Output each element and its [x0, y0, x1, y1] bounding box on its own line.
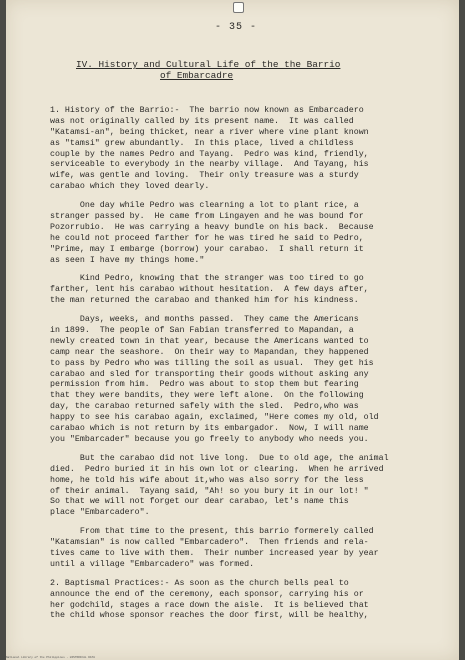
text-line: permission from him. Pedro was about to stop them but fearing — [50, 380, 359, 390]
text-line: you "Embarcader" because you go freely to anybody who needs you. — [50, 434, 369, 444]
paragraph-gap — [50, 446, 448, 454]
paragraph-gap — [50, 571, 448, 579]
paragraph-gap — [50, 307, 448, 315]
text-line: "Katamsian" is now called "Embarcadero". Then friends and rela- — [50, 538, 369, 548]
text-line: of their animal. Tayang said, "Ah! so you bury it in our lot! " — [50, 486, 369, 496]
text-line: happy to see his carabao again, exclaimed, "Here comes my old, old — [50, 413, 379, 423]
heading-line-1: IV. History and Cultural Life of the the Barrio — [76, 59, 341, 70]
text-line: Pozorrubio. He was carrying a heavy bundle on his back. Because — [50, 222, 374, 232]
text-line: tives came to live with them. Their number increased year by year — [50, 548, 379, 558]
text-line: in 1899. The people of San Fabian transferred to Mapandan, a — [50, 326, 354, 336]
document-page — [6, 0, 459, 660]
text-line: 1. History of the Barrio:- The barrio now known as Embarcadero — [50, 106, 364, 115]
paragraph — [50, 315, 448, 446]
text-line: announce the end of the ceremony, each sponsor, carrying his or — [50, 589, 364, 599]
paragraph — [50, 454, 448, 519]
text-line: until a village "Embarcadero" was formed. — [50, 559, 255, 569]
paragraph — [50, 579, 448, 623]
text-line: Kind Pedro, knowing that the stranger was too tired to go — [50, 274, 364, 284]
text-line: died. Pedro buried it in his own lot or clearing. When he arrived — [50, 464, 384, 474]
text-line: couple by the names Pedro and Tayang. Pedro was kind, friendly, — [50, 149, 369, 159]
paragraph-gap — [50, 193, 448, 201]
text-line: carabao which they loved dearly. — [50, 182, 210, 192]
text-line: 2. Baptismal Practices:- As soon as the church bells peal to — [50, 578, 349, 588]
text-line: camp near the seashore. On their way to Mapandan, they happened — [50, 347, 369, 357]
text-line: as seen I have my things home." — [50, 255, 205, 265]
text-line: One day while Pedro was clearning a lot to plant rice, a — [50, 201, 359, 211]
text-line: "Prime, may I embarge (borrow) your carabao. I shall return it — [50, 244, 364, 254]
text-line: So that we will not forget our dear carabao, let's name this — [50, 497, 349, 507]
text-line: to pass by Pedro who was tilling the soil as usual. They get his — [50, 358, 374, 368]
section-heading — [76, 59, 396, 81]
text-line: as "tamsi" grew abundantly. In this place, lived a childless — [50, 138, 354, 148]
text-line: wife, was gentle and loving. Their only treasure was a sturdy — [50, 171, 359, 181]
text-line: day, the carabao returned safely with the sled. Pedro,who was — [50, 402, 359, 412]
paragraph — [50, 106, 448, 193]
document-body — [50, 106, 448, 622]
text-line: Days, weeks, and months passed. They came the Americans — [50, 315, 359, 325]
text-line: "Katamsi-an", being thicket, near a river where vine plant known — [50, 127, 369, 137]
paragraph — [50, 274, 448, 307]
text-line: serviceable to everybody in the nearby village. And Tayang, his — [50, 160, 369, 170]
text-line: he could not proceed farther for he was tired he said to Pedro, — [50, 233, 364, 243]
text-line: carabao and sled for transporting their goods without asking any — [50, 369, 369, 379]
page-marker-icon — [233, 2, 244, 13]
page-number: - 35 - — [214, 22, 257, 33]
paragraph-gap — [50, 519, 448, 527]
text-line: farther, lent his carabao without hesitation. A few days after, — [50, 285, 369, 295]
text-line: carabao which is not return by its embargador. Now, I will name — [50, 424, 369, 434]
text-line: the child whose sponsor reaches the door first, will be healthy, — [50, 611, 369, 621]
heading-line-2: of Embarcadre — [160, 70, 234, 81]
paragraph — [50, 201, 448, 266]
text-line: stranger passed by. He came from Lingayen and he was bound for — [50, 212, 364, 222]
text-line: newly created town in that year, because the Americans wanted to — [50, 336, 369, 346]
text-line: was not originally called by its present name. It was called — [50, 116, 354, 126]
text-line: But the carabao did not live long. Due to old age, the animal — [50, 453, 389, 463]
paragraph — [50, 527, 448, 571]
text-line: that they were bandits, they were left alone. On the following — [50, 391, 364, 401]
text-line: the man returned the carabao and thanked him for his kindness. — [50, 296, 359, 306]
archive-footer: National Library of the Philippines · HISTORICAL DATA — [6, 656, 95, 659]
text-line: From that time to the present, this barrio formerely called — [50, 527, 374, 537]
text-line: her godchild, stages a race down the aisle. It is believed that — [50, 600, 369, 610]
text-line: home, he told his wife about it,who was also sorry for the less — [50, 475, 364, 485]
text-line: place "Embarcadero". — [50, 508, 150, 518]
